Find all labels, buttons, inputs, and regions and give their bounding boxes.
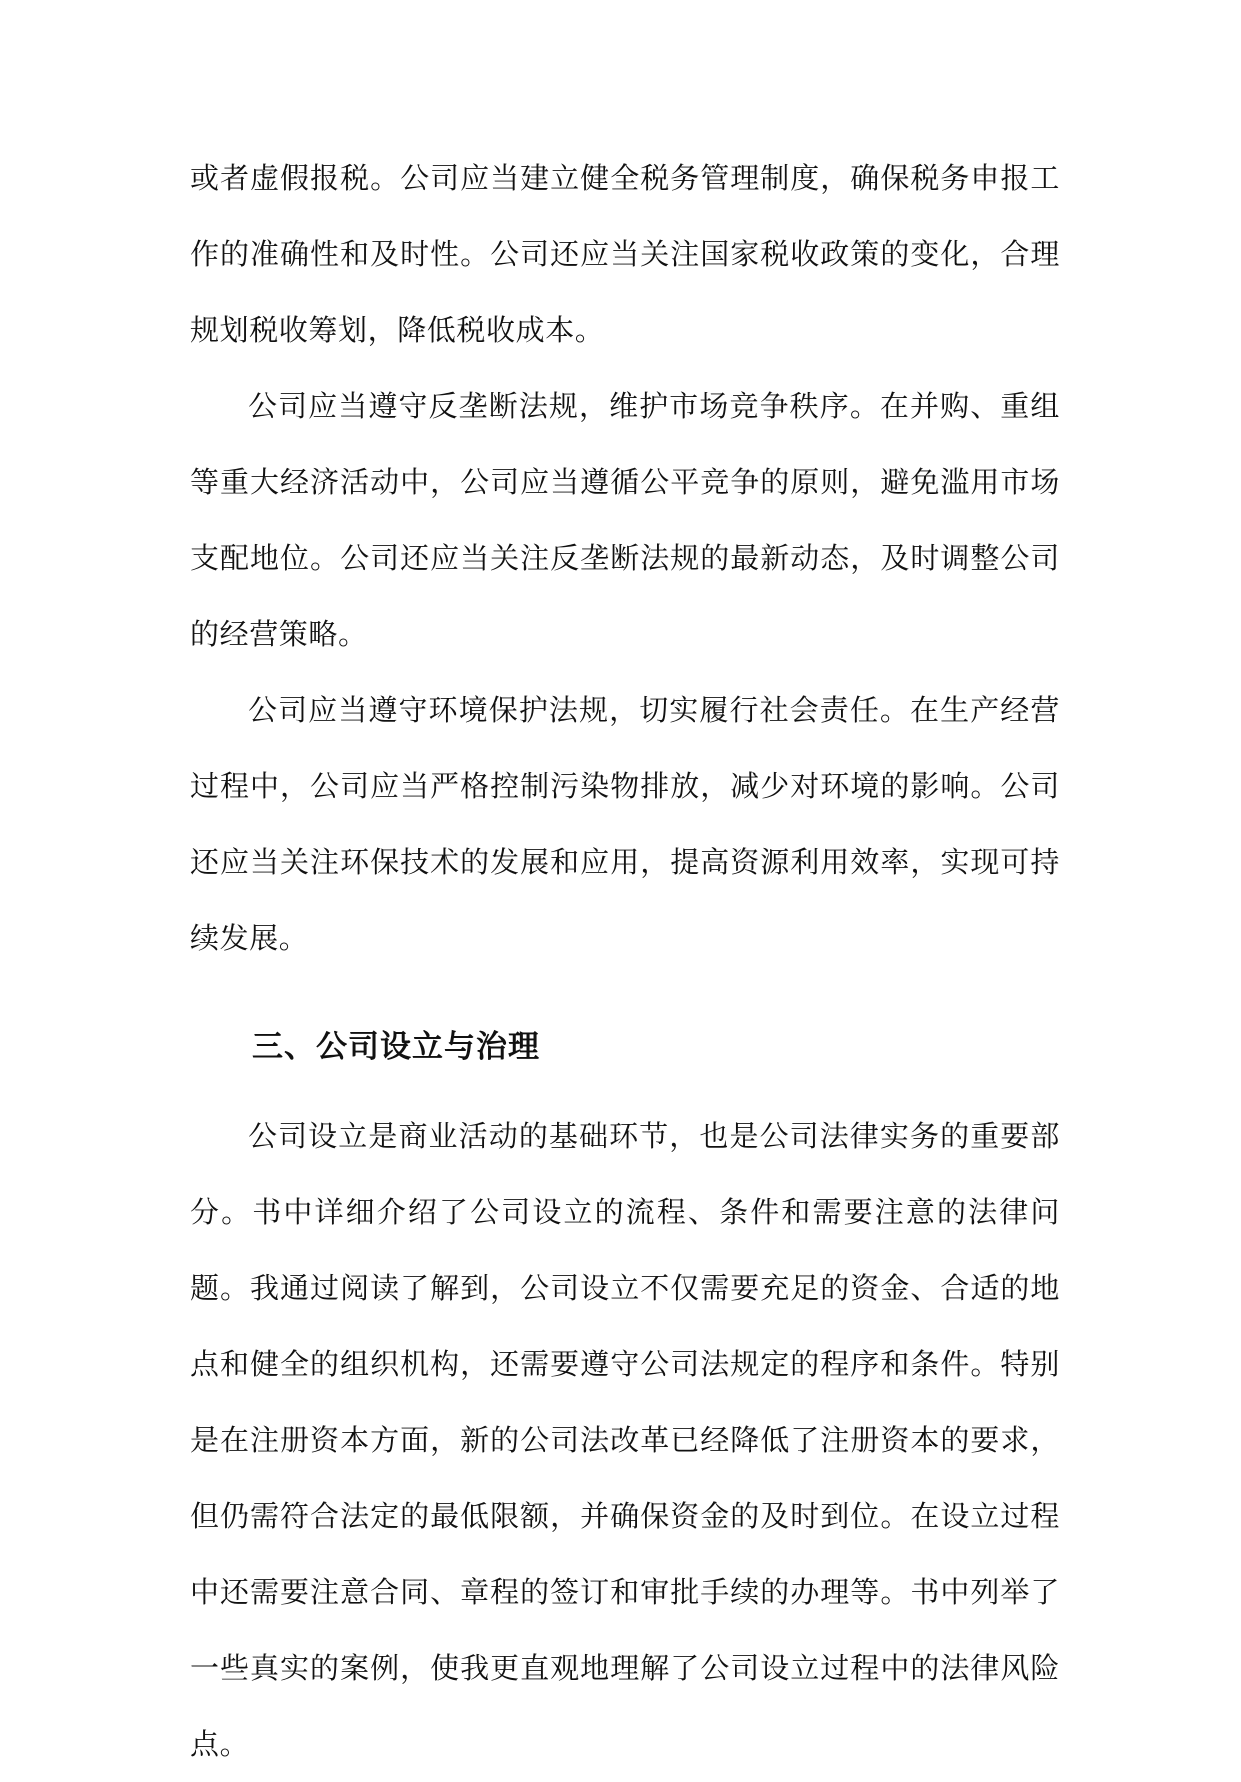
paragraph-antitrust: 公司应当遵守反垄断法规，维护市场竞争秩序。在并购、重组等重大经济活动中，公司应当遵循公平竞争的原则，避免滥用市场支配地位。公司还应当关注反垄断法规的最新动态，及时调整公司的经营策略。: [190, 389, 1060, 651]
paragraph-company-establishment: 公司设立是商业活动的基础环节，也是公司法律实务的重要部分。书中详细介绍了公司设立的流程、条件和需要注意的法律问题。我通过阅读了解到，公司设立不仅需要充足的资金、合适的地点和健全的组织机构，还需要遵守公司法规定的程序和条件。特别是在注册资本方面，新的公司法改革已经降低了注册资本的要求，但仍需符合法定的最低限额，并确保资金的及时到位。在设立过程中还需要注意合同、章程的签订和审批手续的办理等。书中列举了一些真实的案例，使我更直观地理解了公司设立过程中的法律风险点。: [190, 1119, 1060, 1761]
paragraph-tax-compliance: 或者虚假报税。公司应当建立健全税务管理制度，确保税务申报工作的准确性和及时性。公司还应当关注国家税收政策的变化，合理规划税收筹划，降低税收成本。: [190, 161, 1060, 347]
paragraph-environment: 公司应当遵守环境保护法规，切实履行社会责任。在生产经营过程中，公司应当严格控制污染物排放，减少对环境的影响。公司还应当关注环保技术的发展和应用，提高资源利用效率，实现可持续发展。: [190, 693, 1060, 955]
document-body: [190, 140, 1060, 1782]
section-heading: 三、公司设立与治理: [252, 1029, 540, 1065]
